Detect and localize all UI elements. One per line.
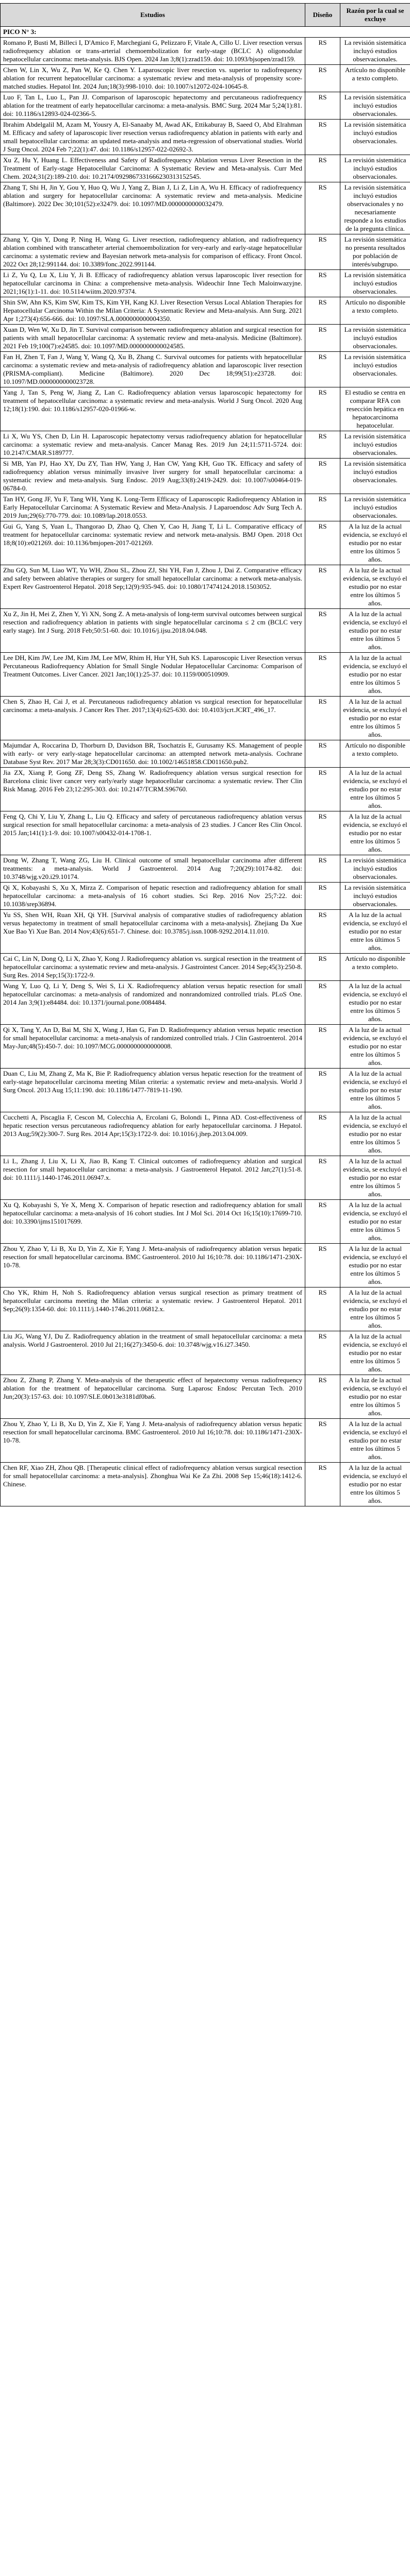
table-row — [1, 1331, 410, 1375]
study-citation: Gui G, Yang S, Yuan L, Thangorao D, Zhao Q, Chen Y, Cao H, Jiang T, Li L. Comparative efficacy of treatment for hepatocellular carcinoma: systematic review and network meta-analysis. BMJ Open. 2018 Oct 18;8(10):e021269. doi: 10.1136/bmjopen-2017-021269. — [1, 521, 305, 565]
table-row — [1, 1200, 410, 1244]
study-design: RS — [305, 883, 340, 910]
exclusion-reason: Artículo no disponible a texto completo. — [340, 954, 410, 981]
study-citation: Lee DH, Kim JW, Lee JM, Kim JM, Lee MW, Rhim H, Hur YH, Suh KS. Laparoscopic Liver Resection versus Percutaneous Radiofrequency Ablation for Small Single Nodular Hepatocellular Carcinoma: Comparison of Treatment Outcomes. Liver Cancer. 2021 Jan;10(1):25-37. doi: 10.1159/000510909. — [1, 653, 305, 697]
table-row — [1, 1156, 410, 1200]
study-design: RS — [305, 270, 340, 297]
pico-row — [1, 27, 410, 38]
study-citation: Wang Y, Luo Q, Li Y, Deng S, Wei S, Li X. Radiofrequency ablation versus hepatic resection for small hepatocellular carcinomas: a meta-analysis of randomized and nonrandomized controlled trials. PLoS One. 2014 Jan 3;9(1):e84484. doi: 10.1371/journal.pone.0084484. — [1, 981, 305, 1025]
exclusion-reason: A la luz de la actual evidencia, se excluyó el estudio por no estar entre los últimos 5 años. — [340, 1112, 410, 1156]
exclusion-reason: A la luz de la actual evidencia, se excluyó el estudio por no estar entre los últimos 5 años. — [340, 1025, 410, 1069]
study-design: RS — [305, 1331, 340, 1375]
exclusion-reason: A la luz de la actual evidencia, se excluyó el estudio por no estar entre los últimos 5 años. — [340, 565, 410, 609]
study-design: RS — [305, 1069, 340, 1112]
study-citation: Romano P, Busti M, Billeci I, D'Amico F, Marchegiani G, Pelizzaro F, Vitale A, Cillo U. Liver resection versus radiofrequency ablation or trans-arterial chemoembolization for early-stage (BCLC A) oligonodular hepatocellular carcinoma: meta-analysis. BJS Open. 2024 Jan 3;8(1):zrad159. doi: 10.1093/bjsopen/zrad159. — [1, 38, 305, 65]
study-design: RS — [305, 910, 340, 954]
study-citation: Si MB, Yan PJ, Hao XY, Du ZY, Tian HW, Yang J, Han CW, Yang KH, Guo TK. Efficacy and safety of radiofrequency ablation versus minimally invasive liver surgery for small hepatocellular carcinoma: a systematic review and meta-analysis. Surg Endosc. 2019 Aug;33(8):2419-2429. doi: 10.1007/s00464-019-06784-0. — [1, 459, 305, 494]
exclusion-reason: A la luz de la actual evidencia, se excluyó el estudio por no estar entre los últimos 5 años. — [340, 811, 410, 855]
exclusion-reason: La revisión sistemática incluyó estudios observacionales. — [340, 92, 410, 120]
study-design: RS — [305, 1463, 340, 1506]
table-row — [1, 1375, 410, 1419]
exclusion-reason: Artículo no disponible a texto completo. — [340, 65, 410, 92]
study-citation: Xu Q, Kobayashi S, Ye X, Meng X. Comparison of hepatic resection and radiofrequency ablation for small hepatocellular carcinoma: a meta-analysis of 16 cohort studies. Int J Mol Sci. 2014 Oct 16;15(10):17699-710. doi: 10.3390/ijms151017699. — [1, 1200, 305, 1244]
table-row — [1, 653, 410, 697]
exclusion-reason: La revisión sistemática incluyó estudios observacionales. — [340, 459, 410, 494]
table-row — [1, 609, 410, 653]
exclusion-reason: La revisión sistemática incluyó estudios observacionales. — [340, 270, 410, 297]
study-citation: Cucchetti A, Piscaglia F, Cescon M, Colecchia A, Ercolani G, Bolondi L, Pinna AD. Cost-effectiveness of hepatic resection versus percutaneous radiofrequency ablation for early hepatocellular carcinoma. J Hepatol. 2013 Aug;59(2):300-7. Surg Res. 2014 Apr;15(3):1722-9. doi: 10.1016/j.jhep.2013.04.009. — [1, 1112, 305, 1156]
study-citation: Xuan D, Wen W, Xu D, Jin T. Survival comparison between radiofrequency ablation and surgical resection for patients with small hepatocellular carcinoma: A systematic review and meta-analysis. Medicine (Baltimore). 2021 Feb 19;100(7):e24585. doi: 10.1097/MD.0000000000024585. — [1, 325, 305, 352]
header-design: Diseño — [305, 4, 340, 27]
table-row — [1, 855, 410, 883]
study-design: RS — [305, 855, 340, 883]
table-row — [1, 325, 410, 352]
table-row — [1, 768, 410, 811]
exclusion-reason: A la luz de la actual evidencia, se excluyó el estudio por no estar entre los últimos 5 años. — [340, 609, 410, 653]
exclusion-reason: La revisión sistemática incluyó estudios observacionales. — [340, 855, 410, 883]
study-citation: Ibrahim Abdelgalil M, Azam M, Yousry A, El-Sanaaby M, Awad AK, Ettikaburay B, Saeed O, Abd Elrahman M. Efficacy and safety of laparoscopic liver resection versus radiofrequency ablation in patients with early and small hepatocellular carcinoma: an updated meta-analysis and meta-regression of observational studies. World J Surg Oncol. 2024 Feb 7;22(1):47. doi: 10.1186/s12957-022-02692-3. — [1, 120, 305, 155]
table-row — [1, 1419, 410, 1463]
exclusion-reason: A la luz de la actual evidencia, se excluyó el estudio por no estar entre los últimos 5 años. — [340, 1200, 410, 1244]
table-row — [1, 1463, 410, 1506]
exclusion-reason: La revisión sistemática incluyó estudios observacionales. — [340, 120, 410, 155]
study-citation: Chen S, Zhao H, Cai J, et al. Percutaneous radiofrequency ablation vs surgical resection for hepatocellular carcinoma: a meta-analysis. J Cancer Res Ther. 2017;13(4):625-630. doi: 10.4103/jcrt.JCRT_496_17. — [1, 697, 305, 740]
study-citation: Xu Z, Jin H, Mei Z, Zhen Y, Yi XN, Song Z. A meta-analysis of long-term survival outcomes between surgical resection and radiofrequency ablation in patients with single hepatocellular carcinoma ≤ 2 cm (BCLC very early stage). Int J Surg. 2018 Feb;50:51-60. doi: 10.1016/j.ijsu.2018.04.048. — [1, 609, 305, 653]
exclusion-reason: La revisión sistemática incluyó estudios observacionales. — [340, 325, 410, 352]
table-row — [1, 1244, 410, 1287]
study-citation: Zhou Y, Zhao Y, Li B, Xu D, Yin Z, Xie F, Yang J. Meta-analysis of radiofrequency ablation versus hepatic resection for small hepatocellular carcinoma. BMC Gastroenterol. 2010 Jul 16;10:78. doi: 10.1186/1471-230X-10-78. — [1, 1244, 305, 1287]
exclusion-reason: A la luz de la actual evidencia, se excluyó el estudio por no estar entre los últimos 5 años. — [340, 1244, 410, 1287]
study-design: RS — [305, 459, 340, 494]
study-design: RS — [305, 653, 340, 697]
exclusion-reason: A la luz de la actual evidencia, se excluyó el estudio por no estar entre los últimos 5 años. — [340, 1375, 410, 1419]
exclusion-reason: A la luz de la actual evidencia, se excluyó el estudio por no estar entre los últimos 5 años. — [340, 1156, 410, 1200]
study-citation: Liu JG, Wang YJ, Du Z. Radiofrequency ablation in the treatment of small hepatocellular carcinoma: a meta analysis. World J Gastroenterol. 2010 Jul 21;16(27):3450-6. doi: 10.3748/wjg.v16.i27.3450. — [1, 1331, 305, 1375]
study-citation: Luo F, Tan L, Luo L, Pan JJ. Comparison of laparoscopic hepatectomy and percutaneous radiofrequency ablation for the treatment of early hepatocellular carcinoma: a meta-analysis. BMC Surg. 2024 Mar 5;24(1):81. doi: 10.1186/s12893-024-02366-5. — [1, 92, 305, 120]
study-citation: Majumdar A, Roccarina D, Thorburn D, Davidson BR, Tsochatzis E, Gurusamy KS. Management of people with early- or very early-stage hepatocellular carcinoma: an attempted network meta-analysis. Cochrane Database Syst Rev. 2017 Mar 28;3(3):CD011650. doi: 10.1002/14651858.CD011650.pub2. — [1, 740, 305, 768]
study-citation: Duan C, Liu M, Zhang Z, Ma K, Bie P. Radiofrequency ablation versus hepatic resection for the treatment of early-stage hepatocellular carcinoma meeting Milan criteria: a systematic review and meta-analysis. World J Surg Oncol. 2013 Aug 15;11:190. doi: 10.1186/1477-7819-11-190. — [1, 1069, 305, 1112]
table-row — [1, 352, 410, 387]
table-row — [1, 431, 410, 459]
study-citation: Zhu GQ, Sun M, Liao WT, Yu WH, Zhou SL, Zhou ZJ, Shi YH, Fan J, Zhou J, Dai Z. Comparative efficacy and safety between ablative therapies or surgery for small hepatocellular carcinoma: a network meta-analysis. Expert Rev Gastroenterol Hepatol. 2018 Sep;12(9):935-945. doi: 10.1080/17474124.2018.1503052. — [1, 565, 305, 609]
study-design: RS — [305, 387, 340, 431]
header-studies: Estudios — [1, 4, 305, 27]
study-citation: Shin SW, Ahn KS, Kim SW, Kim TS, Kim YH, Kang KJ. Liver Resection Versus Local Ablation Therapies for Hepatocellular Carcinoma Within the Milan Criteria: A Systematic Review and Meta-analysis. Ann Surg. 2021 Apr 1;273(4):656-666. doi: 10.1097/SLA.0000000000004350. — [1, 297, 305, 325]
table-row — [1, 155, 410, 182]
exclusion-reason: A la luz de la actual evidencia, se excluyó el estudio por no estar entre los últimos 5 años. — [340, 981, 410, 1025]
study-design: RS — [305, 325, 340, 352]
study-citation: Cai C, Lin N, Dong Q, Li X, Zhao Y, Kong J. Radiofrequency ablation vs. surgical resection in the treatment of hepatocellular carcinoma: a systematic review and meta-analysis. J Gastrointest Cancer. 2014 Sep;45(3):250-8. Surg Res. 2014 Sep;15(3):1722-9. — [1, 954, 305, 981]
table-row — [1, 387, 410, 431]
study-design: RS — [305, 352, 340, 387]
study-design: RS — [305, 1287, 340, 1331]
study-design: RS — [305, 1244, 340, 1287]
study-design: RS — [305, 768, 340, 811]
study-design: RS — [305, 811, 340, 855]
study-design: RS — [305, 609, 340, 653]
header-reason: Razón por la cual se excluye — [340, 4, 410, 27]
study-citation: Zhang T, Shi H, Jin Y, Gou Y, Huo Q, Wu J, Yang Z, Bian J, Li Z, Lin A, Wu H. Efficacy of radiofrequency ablation and surgery for hepatocellular carcinoma: A systematic review and meta-analysis. Medicine (Baltimore). 2022 Dec 30;101(52):e32479. doi: 10.1097/MD.0000000000032479. — [1, 182, 305, 234]
study-design: RS — [305, 1156, 340, 1200]
table-row — [1, 910, 410, 954]
table-row — [1, 565, 410, 609]
study-citation: Dong W, Zhang T, Wang ZG, Liu H. Clinical outcome of small hepatocellular carcinoma after different treatments: a meta-analysis. World J Gastroenterol. 2014 Aug 7;20(29):10174-82. doi: 10.3748/wjg.v20.i29.10174. — [1, 855, 305, 883]
study-design: RS — [305, 981, 340, 1025]
study-citation: Li L, Zhang J, Liu X, Li X, Jiao B, Kang T. Clinical outcomes of radiofrequency ablation and surgical resection for small hepatocellular carcinoma: a meta-analysis. J Gastroenterol Hepatol. 2012 Jan;27(1):51-8. doi: 10.1111/j.1440-1746.2011.06947.x. — [1, 1156, 305, 1200]
pico-label: PICO N° 3: — [1, 27, 410, 38]
exclusion-reason: A la luz de la actual evidencia, se excluyó el estudio por no estar entre los últimos 5 años. — [340, 1419, 410, 1463]
table-row — [1, 981, 410, 1025]
exclusion-reason: La revisión sistemática incluyó estudios observacionales. — [340, 494, 410, 521]
study-citation: Chen RF, Xiao ZH, Zhou QB. [Therapeutic clinical effect of radiofrequency ablation versus surgical resection for small hepatocellular carcinoma: a meta-analysis]. Zhonghua Wai Ke Za Zhi. 2008 Sep 15;46(18):1412-6. Chinese. — [1, 1463, 305, 1506]
exclusion-reason: A la luz de la actual evidencia, se excluyó el estudio por no estar entre los últimos 5 años. — [340, 768, 410, 811]
table-row — [1, 1025, 410, 1069]
study-design: RS — [305, 565, 340, 609]
table-row — [1, 92, 410, 120]
study-citation: Zhou Y, Zhao Y, Li B, Xu D, Yin Z, Xie F, Yang J. Meta-analysis of radiofrequency ablation versus hepatic resection for small hepatocellular carcinoma. BMC Gastroenterol. 2010 Jul 16;10:78. doi: 10.1186/1471-230X-10-78. — [1, 1419, 305, 1463]
table-row — [1, 1287, 410, 1331]
table-row — [1, 521, 410, 565]
study-citation: Cho YK, Rhim H, Noh S. Radiofrequency ablation versus surgical resection as primary treatment of hepatocellular carcinoma meeting the Milan criteria: a systematic review. J Gastroenterol Hepatol. 2011 Sep;26(9):1354-60. doi: 10.1111/j.1440-1746.2011.06812.x. — [1, 1287, 305, 1331]
study-design: RS — [305, 92, 340, 120]
study-citation: Qi X, Tang Y, An D, Bai M, Shi X, Wang J, Han G, Fan D. Radiofrequency ablation versus hepatic resection for small hepatocellular carcinoma: a meta-analysis of randomized controlled trials. J Clin Gastroenterol. 2014 May-Jun;48(5):450-7. doi: 10.1097/MCG.0000000000000008. — [1, 1025, 305, 1069]
excluded-studies-table — [0, 3, 410, 1506]
table-row — [1, 883, 410, 910]
exclusion-reason: La revisión sistemática incluyó estudios observacionales. — [340, 38, 410, 65]
table-row — [1, 38, 410, 65]
table-row — [1, 65, 410, 92]
exclusion-reason: A la luz de la actual evidencia, se excluyó el estudio por no estar entre los últimos 5 años. — [340, 653, 410, 697]
study-design: RS — [305, 65, 340, 92]
study-citation: Fan H, Zhen T, Fan J, Wang Y, Wang Q, Xu B, Zhang C. Survival outcomes for patients with hepatocellular carcinoma: a systematic review and meta-analysis of radiofrequency ablation and laparoscopic liver resection (PRISMA-compliant). Medicine (Baltimore). 2020 Dec 18;99(51):e23728. doi: 10.1097/MD.0000000000023728. — [1, 352, 305, 387]
study-design: RS — [305, 234, 340, 270]
exclusion-reason: A la luz de la actual evidencia, se excluyó el estudio por no estar entre los últimos 5 años. — [340, 521, 410, 565]
study-citation: Yu SS, Shen WH, Ruan XH, Qi YH. [Survival analysis of comparative studies of radiofrequency ablation versus hepatectomy in treatment of small hepatocellular carcinoma with a meta-analysis]. Zhejiang Da Xue Xue Bao Yi Xue Ban. 2014 Nov;43(6):651-7. Chinese. doi: 10.3785/j.issn.1008-9292.2014.11.010. — [1, 910, 305, 954]
study-design: RS — [305, 182, 340, 234]
exclusion-reason: A la luz de la actual evidencia, se excluyó el estudio por no estar entre los últimos 5 años. — [340, 1069, 410, 1112]
exclusion-reason: La revisión sistemática incluyó estudios observacionales. — [340, 155, 410, 182]
exclusion-reason: Artículo no disponible a texto completo. — [340, 297, 410, 325]
table-row — [1, 120, 410, 155]
study-citation: Chen W, Lin X, Wu Z, Pan W, Ke Q. Chen Y. Laparoscopic liver resection vs. superior to radiofrequency ablation for recurrent hepatocellular carcinoma: a systematic review and meta-analysis of propensity score-matched studies. Hepatol Int. 2024 Jun;18(3):998-1010. doi: 10.1007/s12072-024-10645-8. — [1, 65, 305, 92]
table-row — [1, 494, 410, 521]
table-row — [1, 234, 410, 270]
study-citation: Zhang Y, Qin Y, Dong P, Ning H, Wang G. Liver resection, radiofrequency ablation, and radiofrequency ablation combined with transcatheter arterial chemoembolization for very-early and early-stage hepatocellular carcinoma: a systematic review and Bayesian network meta-analysis for comparison of efficacy. Front Oncol. 2022 Oct 28;12:991144. doi: 10.3389/fonc.2022.991144. — [1, 234, 305, 270]
table-header-row — [1, 4, 410, 27]
exclusion-reason: A la luz de la actual evidencia, se excluyó el estudio por no estar entre los últimos 5 años. — [340, 697, 410, 740]
study-design: RS — [305, 1200, 340, 1244]
exclusion-reason: A la luz de la actual evidencia, se excluyó el estudio por no estar entre los últimos 5 años. — [340, 1463, 410, 1506]
study-design: RS — [305, 155, 340, 182]
study-design: RS — [305, 431, 340, 459]
exclusion-reason: Artículo no disponible a texto completo. — [340, 740, 410, 768]
study-design: RS — [305, 1112, 340, 1156]
exclusion-reason: El estudio se centra en comparar RFA con resección hepática en hepatocarcinoma hepatocelular. — [340, 387, 410, 431]
study-design: RS — [305, 1025, 340, 1069]
study-citation: Feng Q, Chi Y, Liu Y, Zhang L, Liu Q. Efficacy and safety of percutaneous radiofrequency ablation versus surgical resection for small hepatocellular carcinoma: a meta-analysis of 23 studies. J Cancer Res Clin Oncol. 2015 Jan;141(1):1-9. doi: 10.1007/s00432-014-1708-1. — [1, 811, 305, 855]
study-citation: Qi X, Kobayashi S, Xu X, Mirza Z. Comparison of hepatic resection and radiofrequency ablation for small hepatocellular carcinoma: a meta-analysis of 16 cohort studies. Sci Rep. 2016 Nov 25;7:22. doi: 10.1038/srep36894. — [1, 883, 305, 910]
study-design: RS — [305, 494, 340, 521]
study-citation: Yang J, Tan S, Peng W, Jiang Z, Lan C. Radiofrequency ablation versus laparoscopic hepatectomy for treatment of hepatocellular carcinoma: a systematic review and meta-analysis. World J Surg Oncol. 2020 Aug 12;18(1):190. doi: 10.1186/s12957-020-01966-w. — [1, 387, 305, 431]
study-citation: Jia ZX, Xiang P, Gong ZF, Deng SS, Zhang W. Radiofrequency ablation versus surgical resection for Barcelona clinic liver cancer very early/early stage hepatocellular carcinoma: a systematic review. Ther Clin Risk Manag. 2016 Feb 23;12:295-303. doi: 10.2147/TCRM.S96760. — [1, 768, 305, 811]
table-row — [1, 1069, 410, 1112]
exclusion-reason: La revisión sistemática incluyó estudios observacionales. — [340, 431, 410, 459]
study-design: RS — [305, 120, 340, 155]
study-citation: Zhou Z, Zhang P, Zhang Y. Meta-analysis of the therapeutic effect of hepatectomy versus radiofrequency ablation for the treatment of hepatocellular carcinoma. Surg Laparosc Endosc Percutan Tech. 2010 Jun;20(3):157-63. doi: 10.1097/SLE.0b013e3181df0ba6. — [1, 1375, 305, 1419]
table-row — [1, 697, 410, 740]
table-body — [1, 27, 410, 1506]
study-citation: Tan HY, Gong JF, Yu F, Tang WH, Yang K. Long-Term Efficacy of Laparoscopic Radiofrequency Ablation in Early Hepatocellular Carcinoma: A Systematic Review and Meta-Analysis. J Laparoendosc Adv Surg Tech A. 2019 Jun;29(6):770-779. doi: 10.1089/lap.2018.0553. — [1, 494, 305, 521]
study-design: RS — [305, 38, 340, 65]
table-row — [1, 459, 410, 494]
table-row — [1, 297, 410, 325]
table-row — [1, 811, 410, 855]
table-row — [1, 740, 410, 768]
exclusion-reason: A la luz de la actual evidencia, se excluyó el estudio por no estar entre los últimos 5 años. — [340, 1331, 410, 1375]
study-design: RS — [305, 521, 340, 565]
exclusion-reason: La revisión sistemática no presenta resultados por población de interés/subgrupo. — [340, 234, 410, 270]
exclusion-reason: La revisión sistemática incluyó estudios observacionales y no necesariamente responde a los estudios de la pregunta clínica. — [340, 182, 410, 234]
exclusion-reason: A la luz de la actual evidencia, se excluyó el estudio por no estar entre los últimos 5 años. — [340, 1287, 410, 1331]
exclusion-reason: La revisión sistemática incluyó estudios observacionales. — [340, 883, 410, 910]
exclusion-reason: A la luz de la actual evidencia, se excluyó el estudio por no estar entre los últimos 5 años. — [340, 910, 410, 954]
table-row — [1, 954, 410, 981]
exclusion-reason: La revisión sistemática incluyó estudios observacionales. — [340, 352, 410, 387]
study-citation: Li Z, Yu Q, Lu X, Liu Y, Ji B. Efficacy of radiofrequency ablation versus laparoscopic liver resection for hepatocellular carcinoma in China: a comprehensive meta-analysis. Wideochir Inne Tech Maloinwazyjne. 2021;16(1):1-11. doi: 10.5114/wiitm.2020.97374. — [1, 270, 305, 297]
study-design: RS — [305, 954, 340, 981]
study-design: RS — [305, 1419, 340, 1463]
table-row — [1, 182, 410, 234]
table-row — [1, 1112, 410, 1156]
table-row — [1, 270, 410, 297]
study-design: RS — [305, 697, 340, 740]
study-citation: Li X, Wu YS, Chen D, Lin H. Laparoscopic hepatectomy versus radiofrequency ablation for hepatocellular carcinoma: a systematic review and meta-analysis. Cancer Manag Res. 2019 Jun 24;11:5711-5724. doi: 10.2147/CMAR.S189777. — [1, 431, 305, 459]
study-design: RS — [305, 1375, 340, 1419]
study-citation: Xu Z, Hu Y, Huang L. Effectiveness and Safety of Radiofrequency Ablation versus Liver Resection in the Treatment of Early-stage Hepatocellular Carcinoma: A Systematic Review and Meta-analysis. Curr Med Chem. 2024;31(2):189-210. doi: 10.2174/0929867331666230313152545. — [1, 155, 305, 182]
study-design: RS — [305, 297, 340, 325]
study-design: RS — [305, 740, 340, 768]
